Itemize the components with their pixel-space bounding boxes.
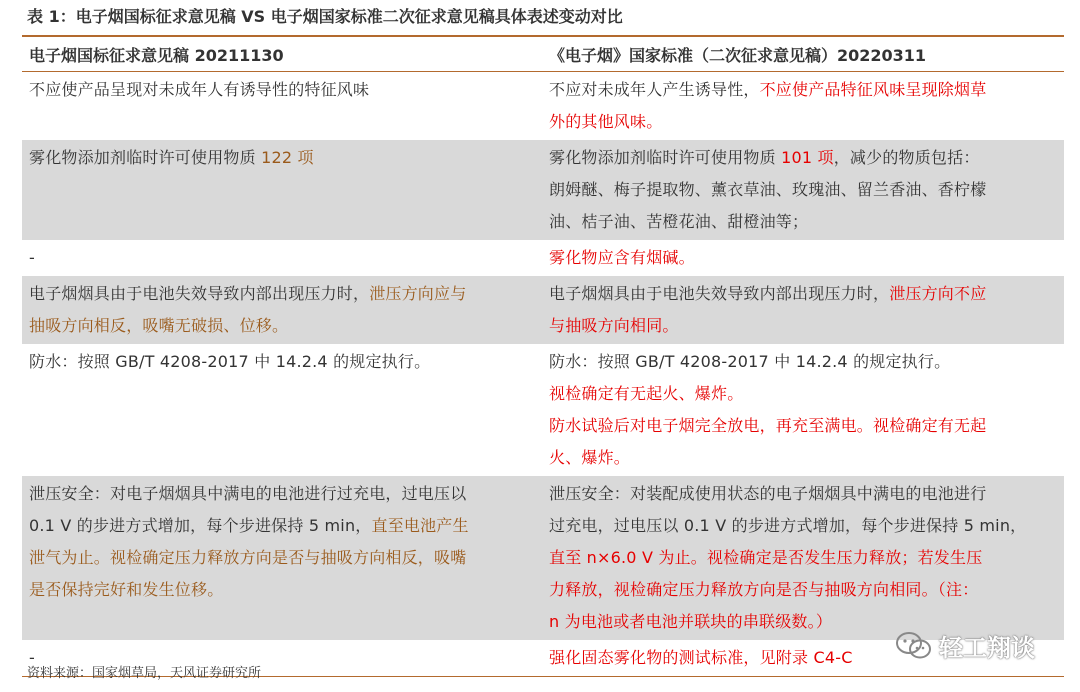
cell-draft-2 xyxy=(549,276,1064,344)
cell-line xyxy=(29,142,549,174)
cell-line xyxy=(29,574,549,606)
highlighted-text: 火、爆炸。 xyxy=(549,448,631,467)
cell-line xyxy=(549,478,1064,510)
cell-line xyxy=(549,574,1064,606)
cell-line xyxy=(549,106,1064,138)
cell-draft-2 xyxy=(549,72,1064,140)
highlighted-text: 直至 n×6.0 V 为止。视检确定是否发生压力释放；若发生压 xyxy=(549,548,983,567)
highlighted-text: 直至电池产生 xyxy=(371,516,469,535)
table-header-row xyxy=(22,37,1064,71)
highlighted-text: 抽吸方向相反，吸嘴无破损、位移。 xyxy=(29,316,289,335)
highlighted-text: 泄气为止。视检确定压力释放方向是否与抽吸方向相反，吸嘴 xyxy=(29,548,467,567)
highlighted-text: 力释放，视检确定压力释放方向是否与抽吸方向相同。（注： xyxy=(549,580,979,599)
highlighted-text: 122 项 xyxy=(261,148,314,167)
text-segment: 电子烟烟具由于电池失效导致内部出现压力时， xyxy=(549,284,890,303)
highlighted-text: 泄压方向应与 xyxy=(369,284,467,303)
text-segment: 雾化物添加剂临时许可使用物质 xyxy=(29,148,262,167)
cell-line xyxy=(29,346,549,378)
table-row xyxy=(22,344,1064,476)
text-segment: - xyxy=(29,648,35,667)
header-col-draft-2: 《电子烟》国家标准（二次征求意见稿）20220311 xyxy=(549,45,927,65)
cell-draft-1 xyxy=(22,344,549,476)
cell-draft-1 xyxy=(22,140,549,240)
cell-line xyxy=(29,278,549,310)
cell-line xyxy=(549,310,1064,342)
cell-draft-2 xyxy=(549,476,1064,640)
text-segment: ，减少的物质包括： xyxy=(833,148,980,167)
table-row xyxy=(22,276,1064,344)
text-segment: 电子烟烟具由于电池失效导致内部出现压力时， xyxy=(29,284,370,303)
cell-line xyxy=(549,442,1064,474)
text-segment: 泄压安全：对装配成使用状态的电子烟烟具中满电的电池进行 xyxy=(549,484,987,503)
wechat-watermark xyxy=(895,628,1035,663)
text-segment: 不应对未成年人产生诱导性， xyxy=(549,80,760,99)
cell-line xyxy=(549,542,1064,574)
highlighted-text: 是否保持完好和发生位移。 xyxy=(29,580,224,599)
cell-line xyxy=(549,346,1064,378)
cell-line xyxy=(29,74,549,106)
highlighted-text: 外的其他风味。 xyxy=(549,112,663,131)
text-segment: 不应使产品呈现对未成年人有诱导性的特征风味 xyxy=(29,80,370,99)
cell-draft-1 xyxy=(22,276,549,344)
source-note: 资料来源：国家烟草局，天风证券研究所 xyxy=(27,666,262,681)
table-row xyxy=(22,72,1064,140)
highlighted-text: 防水试验后对电子烟完全放电，再充至满电。视检确定有无起 xyxy=(549,416,987,435)
text-segment: 朗姆醚、梅子提取物、薰衣草油、玫瑰油、留兰香油、香柠檬 xyxy=(549,180,987,199)
cell-line xyxy=(549,510,1064,542)
cell-draft-1 xyxy=(22,72,549,140)
highlighted-text: 101 项 xyxy=(781,148,834,167)
cell-line xyxy=(29,510,549,542)
cell-line xyxy=(549,174,1064,206)
cell-draft-2 xyxy=(549,240,1064,276)
table-row xyxy=(22,240,1064,276)
header-col-draft-1: 电子烟国标征求意见稿 20211130 xyxy=(29,45,284,65)
text-segment: 油、桔子油、苦橙花油、甜橙油等； xyxy=(549,212,809,231)
comparison-table xyxy=(22,35,1064,677)
highlighted-text: 强化固态雾化物的测试标准，见附录 C4-C xyxy=(549,648,853,667)
highlighted-text: 视检确定有无起火、爆炸。 xyxy=(549,384,744,403)
highlighted-text: n 为电池或者电池并联块的串联级数。） xyxy=(549,612,833,631)
table-title: 表 1：电子烟国标征求意见稿 VS 电子烟国家标准二次征求意见稿具体表述变动对比 xyxy=(27,7,623,26)
wechat-logo-icon xyxy=(895,631,933,661)
cell-draft-2 xyxy=(549,344,1064,476)
text-segment: 防水：按照 GB/T 4208-2017 中 14.2.4 的规定执行。 xyxy=(549,352,951,371)
cell-line xyxy=(549,278,1064,310)
highlighted-text: 泄压方向不应 xyxy=(889,284,987,303)
cell-line xyxy=(29,478,549,510)
text-segment: 防水：按照 GB/T 4208-2017 中 14.2.4 的规定执行。 xyxy=(29,352,431,371)
text-segment: 0.1 V 的步进方式增加，每个步进保持 5 min， xyxy=(29,516,372,535)
cell-draft-2 xyxy=(549,140,1064,240)
cell-line xyxy=(549,378,1064,410)
watermark-text: 轻工翔谈 xyxy=(939,634,1035,662)
text-segment: 雾化物添加剂临时许可使用物质 xyxy=(549,148,782,167)
highlighted-text: 不应使产品特征风味呈现除烟草 xyxy=(759,80,987,99)
cell-draft-1 xyxy=(22,240,549,276)
text-segment: 泄压安全：对电子烟烟具中满电的电池进行过充电，过电压以 xyxy=(29,484,467,503)
highlighted-text: 雾化物应含有烟碱。 xyxy=(549,248,695,267)
cell-line xyxy=(549,410,1064,442)
table-row xyxy=(22,476,1064,640)
cell-line xyxy=(549,242,1064,274)
cell-line xyxy=(549,74,1064,106)
cell-line xyxy=(549,142,1064,174)
cell-line xyxy=(29,242,549,274)
cell-line xyxy=(549,206,1064,238)
cell-line xyxy=(29,310,549,342)
table-body xyxy=(22,72,1064,676)
table-row xyxy=(22,140,1064,240)
text-segment: 过充电，过电压以 0.1 V 的步进方式增加，每个步进保持 5 min， xyxy=(549,516,1027,535)
cell-draft-1 xyxy=(22,476,549,640)
highlighted-text: 与抽吸方向相同。 xyxy=(549,316,679,335)
text-segment: - xyxy=(29,248,35,267)
cell-line xyxy=(29,542,549,574)
